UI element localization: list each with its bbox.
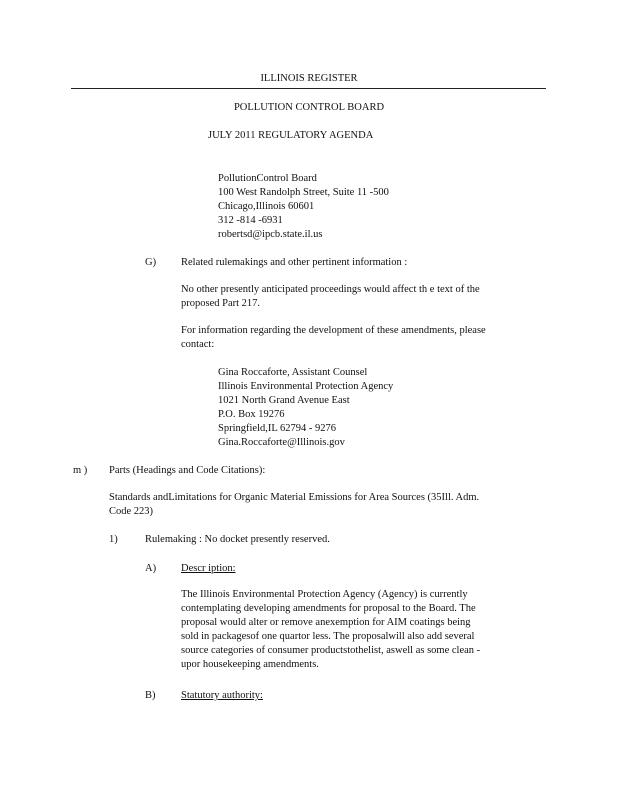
description-line: proposal would alter or remove anexemption for AIM coatings being: [181, 617, 471, 628]
section-g-marker: G): [145, 257, 157, 268]
header-rule: [71, 88, 546, 89]
email-address: robertsd@ipcb.state.il.us: [218, 229, 323, 240]
statutory-authority-label: Statutory authority:: [181, 690, 263, 701]
section-g-heading: Related rulemakings and other pertinent information :: [181, 257, 408, 268]
paragraph-line: proposed Part 217.: [181, 298, 261, 309]
description-paragraph: [181, 588, 480, 672]
section-m-marker: m ): [73, 465, 88, 476]
contact-line: Illinois Environmental Protection Agency: [218, 381, 394, 392]
item-1-text: Rulemaking : No docket presently reserved.: [145, 534, 330, 545]
item-b-marker: B): [145, 690, 156, 701]
paragraph-line: For information regarding the development of these amendments, please: [181, 325, 486, 336]
item-1-marker: 1): [109, 534, 118, 545]
board-address: [218, 172, 389, 242]
agenda-title: JULY 2011 REGULATORY AGENDA: [208, 130, 374, 141]
description-line: contemplating developing amendments for proposal to the Board. The: [181, 603, 476, 614]
paragraph-line: contact:: [181, 339, 215, 350]
description-line: upor housekeeping amendments.: [181, 659, 319, 670]
description-label: Descr iption:: [181, 563, 236, 574]
address-line: Chicago,Illinois 60601: [218, 201, 315, 212]
item-a-marker: A): [145, 563, 157, 574]
description-line: sold in packagesof one quartor less. The proposalwill also add several: [181, 631, 475, 642]
address-line: 100 West Randolph Street, Suite 11 -500: [218, 187, 389, 198]
paragraph-line: No other presently anticipated proceedings would affect th e text of the: [181, 284, 480, 295]
contact-line: Springfield,IL 62794 - 9276: [218, 423, 337, 434]
citation-line: Standards andLimitations for Organic Material Emissions for Area Sources (35Ill. Adm.: [109, 492, 480, 503]
description-line: source categories of consumer productstothelist, aswell as some clean -: [181, 645, 481, 656]
section-g-paragraph-2: [181, 324, 486, 352]
description-line: The Illinois Environmental Protection Agency (Agency) is currently: [181, 589, 468, 600]
contact-address: [218, 366, 393, 450]
register-title: ILLINOIS REGISTER: [260, 73, 358, 84]
address-line: PollutionControl Board: [218, 173, 317, 184]
board-title: POLLUTION CONTROL BOARD: [233, 102, 385, 113]
section-g-paragraph-1: [181, 283, 480, 311]
contact-email: Gina.Roccaforte@Illinois.gov: [218, 437, 345, 448]
parts-citation: [109, 491, 479, 519]
address-line: 312 -814 -6931: [218, 215, 283, 226]
section-m-heading: Parts (Headings and Code Citations):: [109, 465, 266, 476]
contact-line: Gina Roccaforte, Assistant Counsel: [218, 367, 368, 378]
contact-line: 1021 North Grand Avenue East: [218, 395, 350, 406]
contact-line: P.O. Box 19276: [218, 409, 285, 420]
citation-line: Code 223): [109, 506, 154, 517]
